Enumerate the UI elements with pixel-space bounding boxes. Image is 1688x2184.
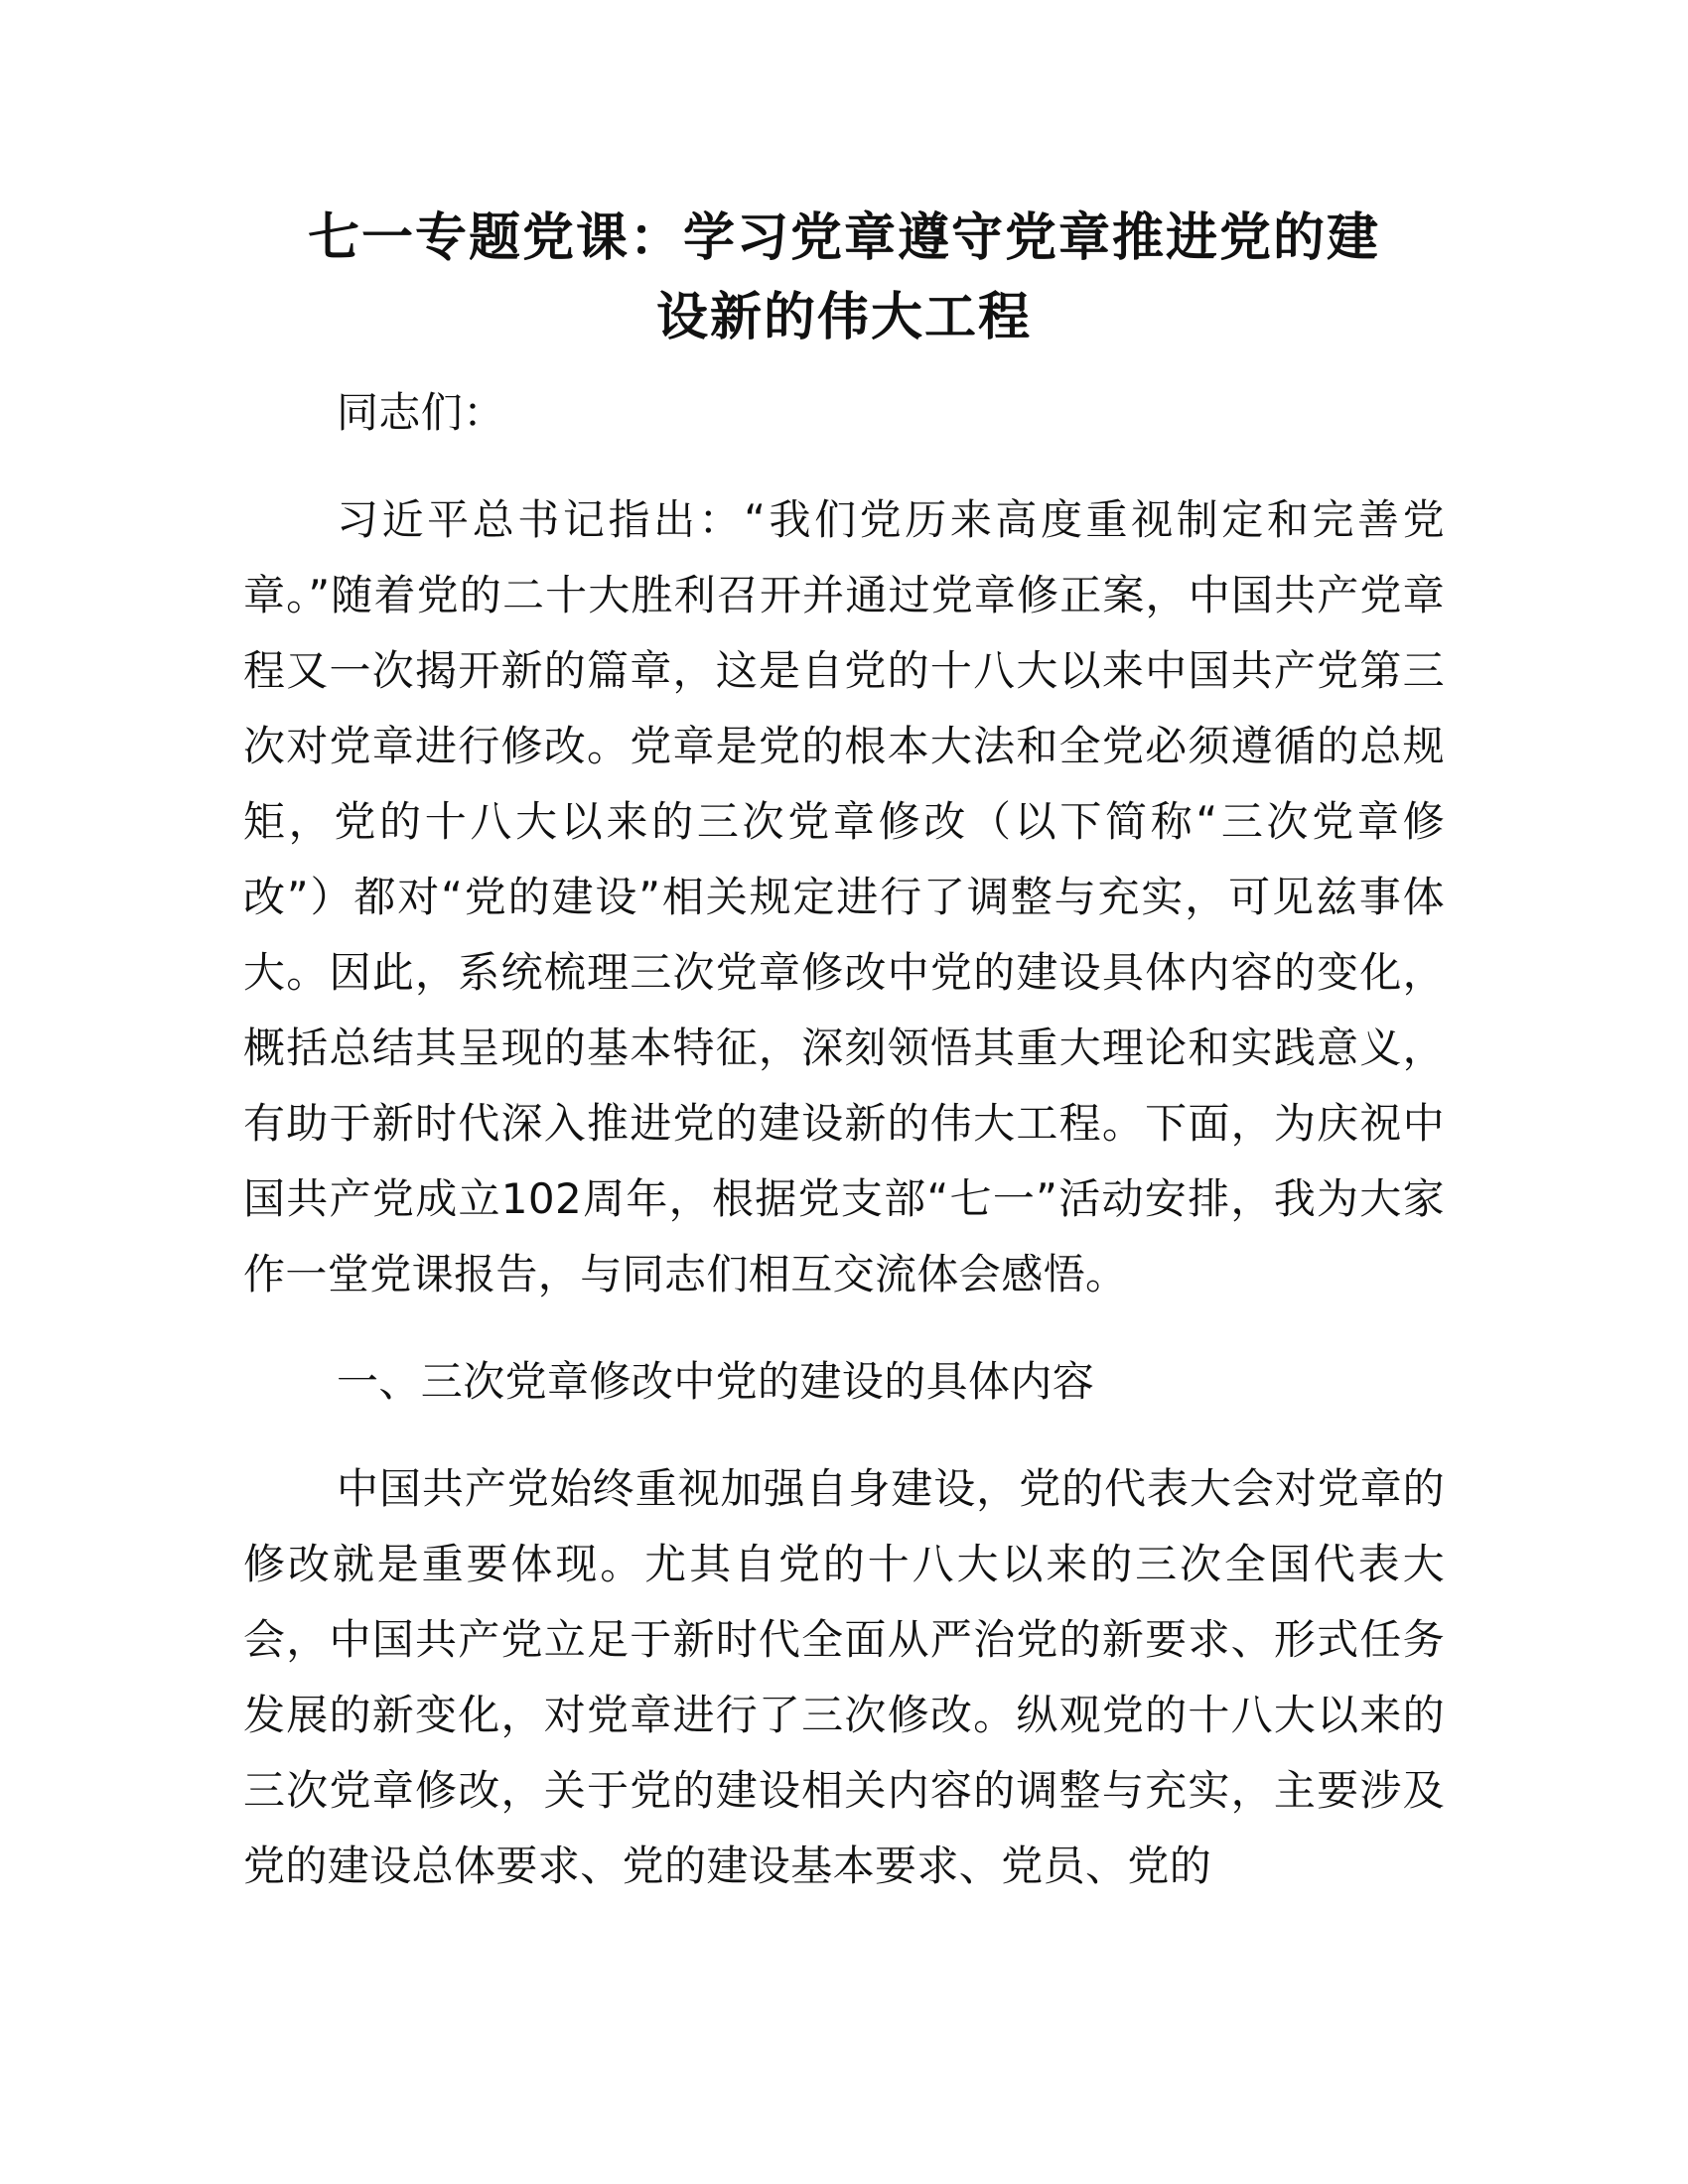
page-title (238, 199, 1450, 357)
title-line-2: 设新的伟大工程 (655, 288, 1032, 347)
document-body (243, 375, 1445, 1936)
title-line-1: 七一专题党课：学习党章遵守党章推进党的建 (307, 208, 1380, 268)
section-heading: 一、三次党章修改中党的建设的具体内容 (337, 1357, 1095, 1406)
intro-paragraph: 习近平总书记指出：“我们党历来高度重视制定和完善党章。”随着党的二十大胜利召开并通过党章修正案，中国共产党章程又一次揭开新的篇章，这是自党的十八大以来中国共产党第三次对党章进行修改。党章是党的根本大法和全党必须遵循的总规矩，党的十八大以来的三次党章修改（以下简称“三次党章修改”）都对“党的建设”相关规定进行了调整与充实，可见兹事体大。因此，系统梳理三次党章修改中党的建设具体内容的变化，概括总结其呈现的基本特征，深刻领悟其重大理论和实践意义，有助于新时代深入推进党的建设新的伟大工程。下面，为庆祝中国共产党成立102周年，根据党支部“七一”活动安排，我为大家作一堂党课报告，与同志们相互交流体会感悟。 (243, 495, 1445, 1298)
salutation: 同志们： (337, 388, 505, 437)
section-paragraph: 中国共产党始终重视加强自身建设，党的代表大会对党章的修改就是重要体现。尤其自党的十八大以来的三次全国代表大会，中国共产党立足于新时代全面从严治党的新要求、形式任务发展的新变化，对党章进行了三次修改。纵观党的十八大以来的三次党章修改，关于党的建设相关内容的调整与充实，主要涉及党的建设总体要求、党的建设基本要求、党员、党的 (243, 1464, 1445, 1890)
